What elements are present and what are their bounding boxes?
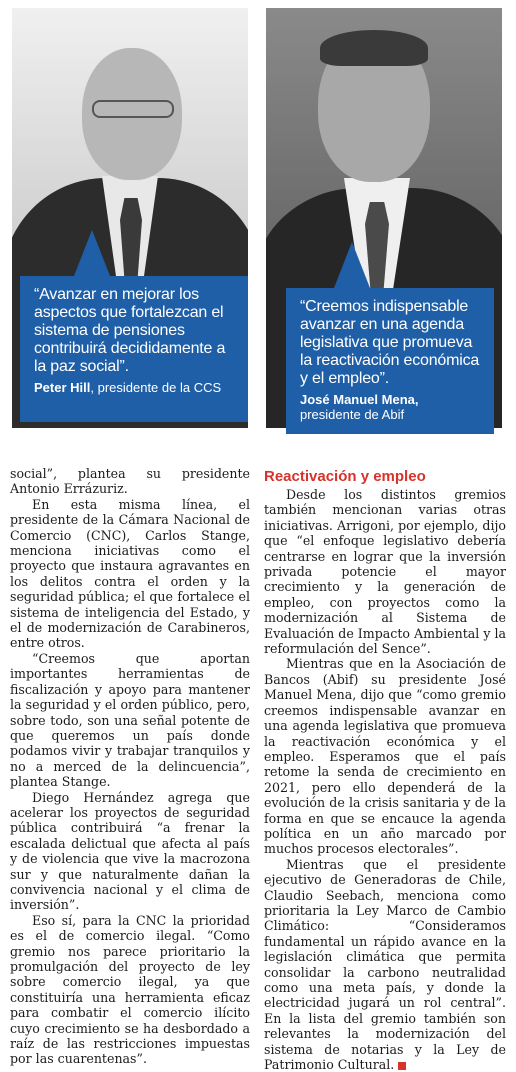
- paragraph: “Creemos que aportan importantes herramientas de fiscalización y apoyo para mantener la seguridad y el orden público, pero, sobre todo, son una señal potente de que queremos un país donde podamos vivir y trabajar tranquilos y no a merced de la delincuencia”, plantea Stange.: [10, 650, 250, 790]
- section-title: Reactivación y empleo: [264, 468, 426, 485]
- speaker-role: , presidente de la CCS: [90, 380, 222, 395]
- paragraph: social”, plantea su presidente Antonio Errázuriz.: [10, 466, 250, 497]
- paragraph: [264, 857, 506, 1072]
- paragraph: Diego Hernández agrega que acelerar los proyectos de seguridad pública contribuirá “a frenar la escalada delictual que afecta al país y de violencia que vive la macrozona sur y que naturalmente dañan la convivencia nacional y el clima de inversión”.: [10, 789, 250, 913]
- article-column-right: [264, 468, 506, 1072]
- hair: [320, 30, 428, 66]
- paragraph: Eso sí, para la CNC la prioridad es el de comercio ilegal. “Como gremio nos parece prioritario la promulgación del proyecto de ley sobre comercio ilegal, ya que constituiría una herramienta eficaz para combatir el comercio ilícito cuyo crecimiento se ha desbordado a raíz de las restricciones impuestas por las cuarentenas”.: [10, 912, 250, 1067]
- quote-text: “Avanzar en mejorar los aspectos que fortalezcan el sistema de pensiones contribuirá decididamente a la paz social”.: [34, 286, 226, 375]
- speaker-name: José Manuel Mena,: [300, 392, 419, 407]
- glasses: [92, 100, 174, 118]
- article-column-left: [10, 466, 250, 1067]
- paragraph: Mientras que en la Asociación de Bancos (Abif) su presidente José Manuel Mena, dijo que “como gremio creemos indispensable avanzar en una agenda legislativa que promueva la reactivación económica y el empleo. Esperamos que el país retome la senda de crecimiento en 2021, pero ello dependerá de la evolución de la crisis sanitaria y de la forma en que se encauce la agenda política en un año marcado por muchos procesos electorales”.: [264, 656, 506, 857]
- quote-attribution: [300, 392, 482, 422]
- paragraph-text: Mientras que el presidente ejecutivo de Generadoras de Chile, Claudio Seebach, menciona como prioritaria la Ley Marco de Cambio Climático: “Consideramos fundamental un rápido avance en la legislación climática que permita consolidar la carbono neutralidad como una meta país, y donde la electricidad jugará un rol central”. En la lista del gremio también son relevantes la modernización del sistema de notarias y la Ley de Patrimonio Cultural.: [264, 856, 506, 1072]
- paragraph: Desde los distintos gremios también mencionan varias otras iniciativas. Arrigoni, por ejemplo, dijo que “el enfoque legislativo debería centrarse en lograr que la inversión privada potencie el mayor crecimiento y la generación de empleo, con proyectos como la modernización al Sistema de Evaluación de Impacto Ambiental y la reformulación del Sence”.: [264, 487, 506, 657]
- end-of-article-mark: [398, 1062, 406, 1070]
- quote-text: “Creemos indispensable avanzar en una agenda legislativa que promueva la reactivación económica y el empleo”.: [300, 298, 480, 387]
- paragraph: En esta misma línea, el presidente de la Cámara Nacional de Comercio (CNC), Carlos Stange, menciona iniciativas como el proyecto que instaura agravantes en los delitos contra el orden y la seguridad pública; el que fortalece el sistema de inteligencia del Estado, y el de modernización de Carabineros, entre otros.: [10, 496, 250, 651]
- speaker-role: presidente de Abif: [300, 407, 405, 422]
- quote-attribution: [34, 380, 236, 395]
- speaker-name: Peter Hill: [34, 380, 91, 395]
- quote-box-jose-manuel-mena: [286, 288, 494, 434]
- quote-box-peter-hill: [20, 276, 248, 422]
